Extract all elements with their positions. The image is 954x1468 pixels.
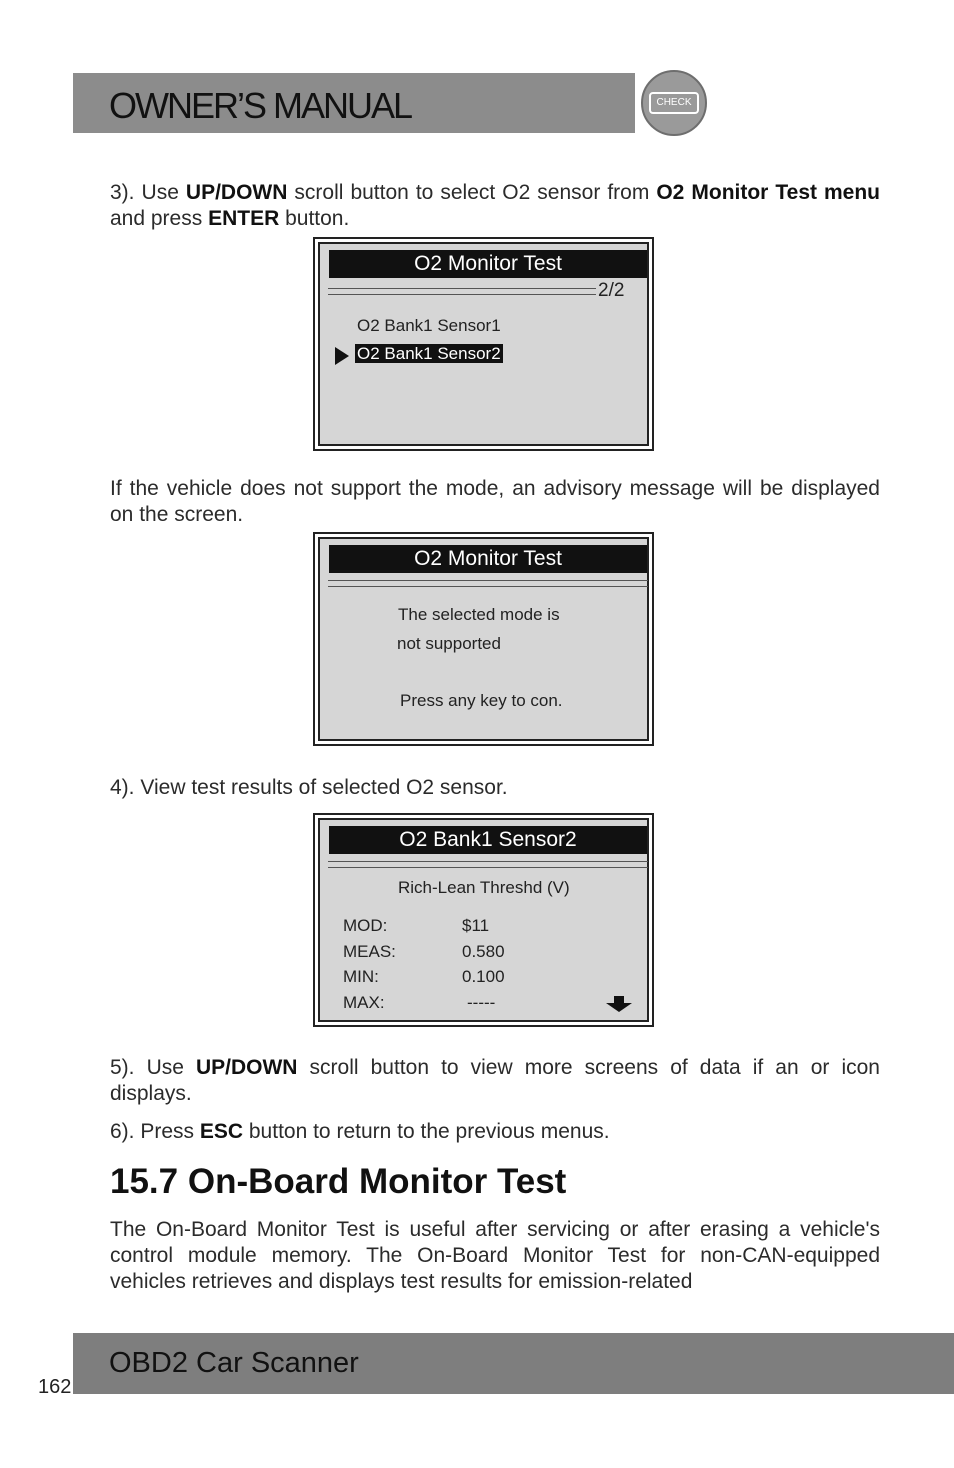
step-3-text: 3). Use UP/DOWN scroll button to select O2 sensor from O2 Monitor Test menu and press ENTER button. (110, 181, 881, 230)
advisory-paragraph: If the vehicle does not support the mode, an advisory message will be displayed on the screen. (110, 477, 880, 526)
step-5-text: 5). Use UP/DOWN scroll button to view more screens of data if an or icon displays. (110, 1056, 880, 1105)
esc-key-label: ESC (199, 1120, 244, 1143)
header-bar (73, 73, 635, 133)
screen-title: O2 Monitor Test (329, 250, 647, 278)
row-value-mod: $11 (462, 916, 490, 935)
footer-title: OBD2 Car Scanner (109, 1347, 359, 1379)
screen-not-supported (313, 532, 654, 746)
check-engine-outline (649, 92, 699, 114)
message-line-1: The selected mode is (398, 605, 560, 624)
selection-arrow-icon (335, 347, 349, 365)
section-body: The On-Board Monitor Test is useful after servicing or after erasing a vehicle's control module memory. The On-Board Monitor Test for non-CAN-equipped vehicles retrieves and displays test results for emission-related (110, 1218, 880, 1293)
message-line-2: not supported (397, 634, 501, 653)
screen-title: O2 Monitor Test (329, 545, 647, 573)
up-down-key-label: UP/DOWN (185, 181, 288, 204)
row-label-meas: MEAS: (343, 942, 396, 961)
check-engine-icon (641, 70, 707, 136)
screen-sensor-results (313, 813, 654, 1027)
divider (328, 580, 648, 587)
menu-item-sensor2[interactable]: O2 Bank1 Sensor2 (357, 344, 501, 363)
up-down-key-label: UP/DOWN (195, 1056, 298, 1079)
step-3-number: 3). (110, 181, 135, 204)
row-label-min: MIN: (343, 967, 379, 986)
menu-name-label: O2 Monitor Test menu (656, 181, 881, 204)
screen-sensor-menu (313, 237, 654, 451)
result-subtitle: Rich-Lean Threshd (V) (398, 878, 570, 897)
page-indicator: 2/2 (598, 280, 625, 301)
section-heading: 15.7 On-Board Monitor Test (110, 1162, 567, 1201)
row-label-max: MAX: (343, 993, 385, 1012)
row-value-min: 0.100 (462, 967, 505, 986)
divider (328, 288, 596, 295)
step-4-text: 4). View test results of selected O2 sensor. (110, 776, 508, 799)
screen-title: O2 Bank1 Sensor2 (329, 826, 647, 854)
row-value-max: ----- (467, 993, 496, 1012)
enter-key-label: ENTER (208, 207, 280, 230)
menu-item-sensor1[interactable]: O2 Bank1 Sensor1 (357, 316, 501, 335)
row-label-mod: MOD: (343, 916, 388, 935)
scroll-down-icon (606, 996, 632, 1014)
row-value-meas: 0.580 (462, 942, 505, 961)
step-6-text: 6). Press ESC button to return to the previous menus. (110, 1120, 610, 1143)
page-number: 162 (38, 1376, 72, 1398)
footer-bar (73, 1333, 954, 1394)
divider (328, 861, 648, 868)
manual-title: OWNER’S MANUAL (109, 85, 412, 126)
check-label: CHECK (656, 97, 692, 108)
message-line-3: Press any key to con. (400, 691, 563, 710)
